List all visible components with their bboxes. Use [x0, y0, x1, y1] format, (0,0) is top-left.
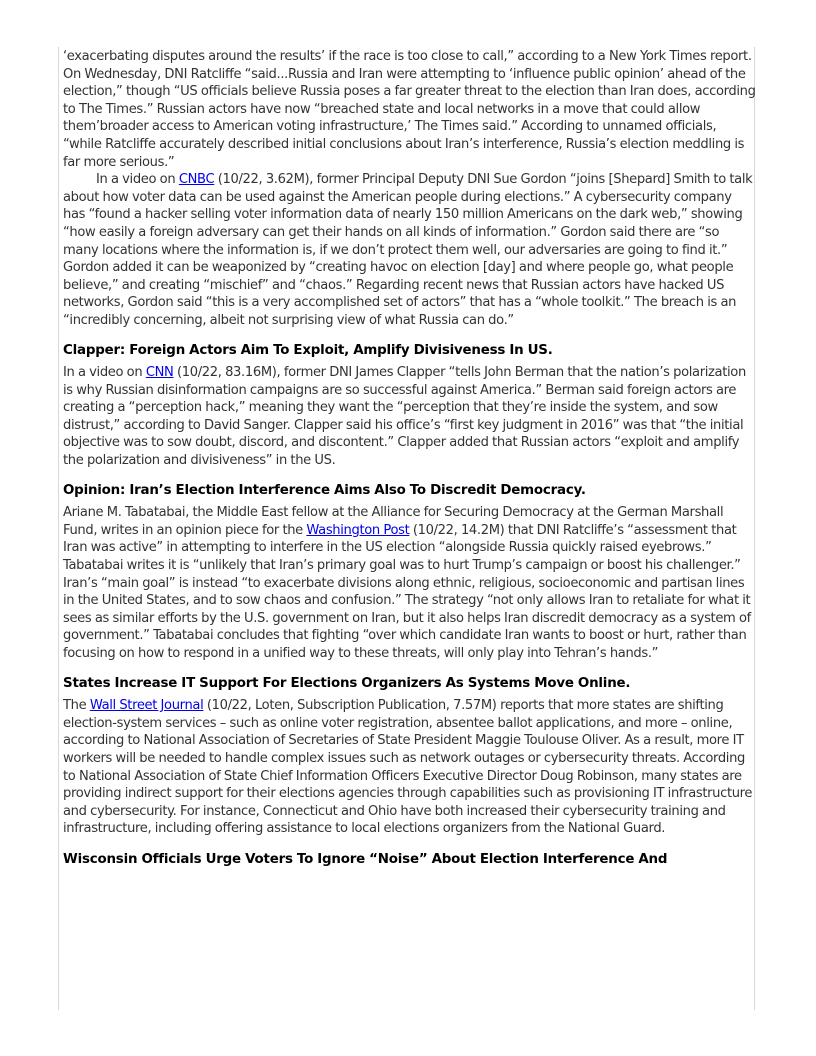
paragraph-text: Ariane M. Tabatabai, the Middle East fellow at the Alliance for Securing Democracy at the German Marshall Fund, writes in an opinion piece for the: [63, 505, 724, 538]
section-headline: States Increase IT Support For Elections Organizers As Systems Move Online.: [63, 675, 631, 691]
news-section-wisconsin: [63, 851, 757, 869]
document-content: [63, 48, 757, 874]
source-link-cnn[interactable]: CNN: [145, 365, 174, 381]
section-headline: Clapper: Foreign Actors Aim To Exploit, Amplify Divisiveness In US.: [63, 342, 553, 358]
paragraph-text: (10/22, 83.16M), former DNI James Clapper “tells John Berman that the nation’s polarization is why Russian disinformation campaigns are so successful against America.” Berman said foreign actors are creating a “perception hack,” meaning they want the “perception that they’re inside the system, and sow distrust,” according to David Sanger. Clapper said his office’s “first key judgment in 2016” was that “the initial objective was to sow doubt, discord, and discontent.” Clapper added that Russian actors “exploit and amplify the polarization and divisiveness” in the US.: [63, 365, 746, 469]
paragraph-text: In a video on: [96, 172, 179, 188]
continued-article: [63, 48, 757, 330]
paragraph-text: (10/22, Loten, Subscription Publication, 7.57M) reports that more states are shifting election-system services – such as online voter registration, absentee ballot applications, and more – online, according to National Association of Secretaries of State President Maggie Toulouse Oliver. As a result, more IT workers will be needed to handle complex issues such as network outages or cybersecurity threats. According to National Association of State Chief Information Officers Executive Director Doug Robinson, many states are providing indirect support for their elections agencies through capabilities such as provisioning IT infrastructure and cybersecurity. For instance, Connecticut and Ohio have both increased their cybersecurity training and infrastructure, including offering assistance to local elections organizers from the National Guard.: [63, 698, 753, 837]
source-link-cnbc[interactable]: CNBC: [178, 172, 215, 188]
article-paragraph: ‘exacerbating disputes around the results’ if the race is too close to call,” according to a New York Times report. On Wednesday, DNI Ratcliffe “said...Russia and Iran were attempting to ‘influence public opinion’ ahead of the election,” though “US officials believe Russia poses a far greater threat to the election than Iran does, according to The Times.” Russian actors have now “breached state and local networks in a move that could allow them’broader access to American voting infrastructure,’ The Times said.” According to unnamed officials, “while Ratcliffe accurately described initial conclusions about Iran’s interference, Russia’s election meddling is far more serious.”: [63, 49, 756, 170]
source-link-washington-post[interactable]: Washington Post: [306, 522, 410, 538]
paragraph-text: In a video on: [63, 365, 146, 381]
paragraph-text: The: [63, 698, 90, 714]
news-section-iran-opinion: [63, 482, 757, 663]
section-headline: Opinion: Iran’s Election Interference Aims Also To Discredit Democracy.: [63, 482, 586, 498]
source-link-wall-street-journal[interactable]: Wall Street Journal: [89, 698, 204, 714]
article-paragraph: [63, 364, 757, 470]
paragraph-text: (10/22, 3.62M), former Principal Deputy DNI Sue Gordon “joins [Shepard] Smith to talk about how voter data can be used against the American people during elections.” A cybersecurity company has “found a hacker selling voter information data of nearly 150 million Americans on the dark web,” showing “how easily a foreign adversary can get their hands on all kinds of information.” Gordon said there are “so many locations where the information is, if we don’t protect them well, our adversaries are going to find it.” Gordon added it can be weaponized by “creating havoc on election [day] and where people go, what people believe,” and creating “mischief” and “chaos.” Regarding recent news that Russian actors have hacked US networks, Gordon said “this is a very accomplished set of actors” that has a “whole toolkit.” The breach is an “incredibly concerning, albeit not surprising view of what Russia can do.”: [63, 172, 753, 328]
article-paragraph: [63, 504, 757, 662]
news-section-clapper: [63, 342, 757, 470]
section-headline: Wisconsin Officials Urge Voters To Ignore “Noise” About Election Interference And: [63, 851, 668, 867]
article-paragraph: [63, 171, 757, 329]
paragraph-text: (10/22, 14.2M) that DNI Ratcliffe’s “assessment that Iran was active” in attempting to interfere in the US election “alongside Russia quickly raised eyebrows.” Tabatabai writes it is “unlikely that Iran’s primary goal was to hurt Trump’s campaign or boost his challenger.” Iran’s “main goal” is instead “to exacerbate divisions along ethnic, religious, socioeconomic and partisan lines in the United States, and to sow chaos and confusion.” The strategy “not only allows Iran to retaliate for what it sees as similar efforts by the U.S. government on Iran, but it also helps Iran discredit democracy as a system of government.” Tabatabai concludes that fighting “over which candidate Iran wants to boost or hurt, rather than focusing on how to respond in a unified way to these threats, will only play into Tehran’s hands.”: [63, 522, 751, 661]
news-section-states-it-support: [63, 675, 757, 838]
article-paragraph: [63, 697, 757, 838]
